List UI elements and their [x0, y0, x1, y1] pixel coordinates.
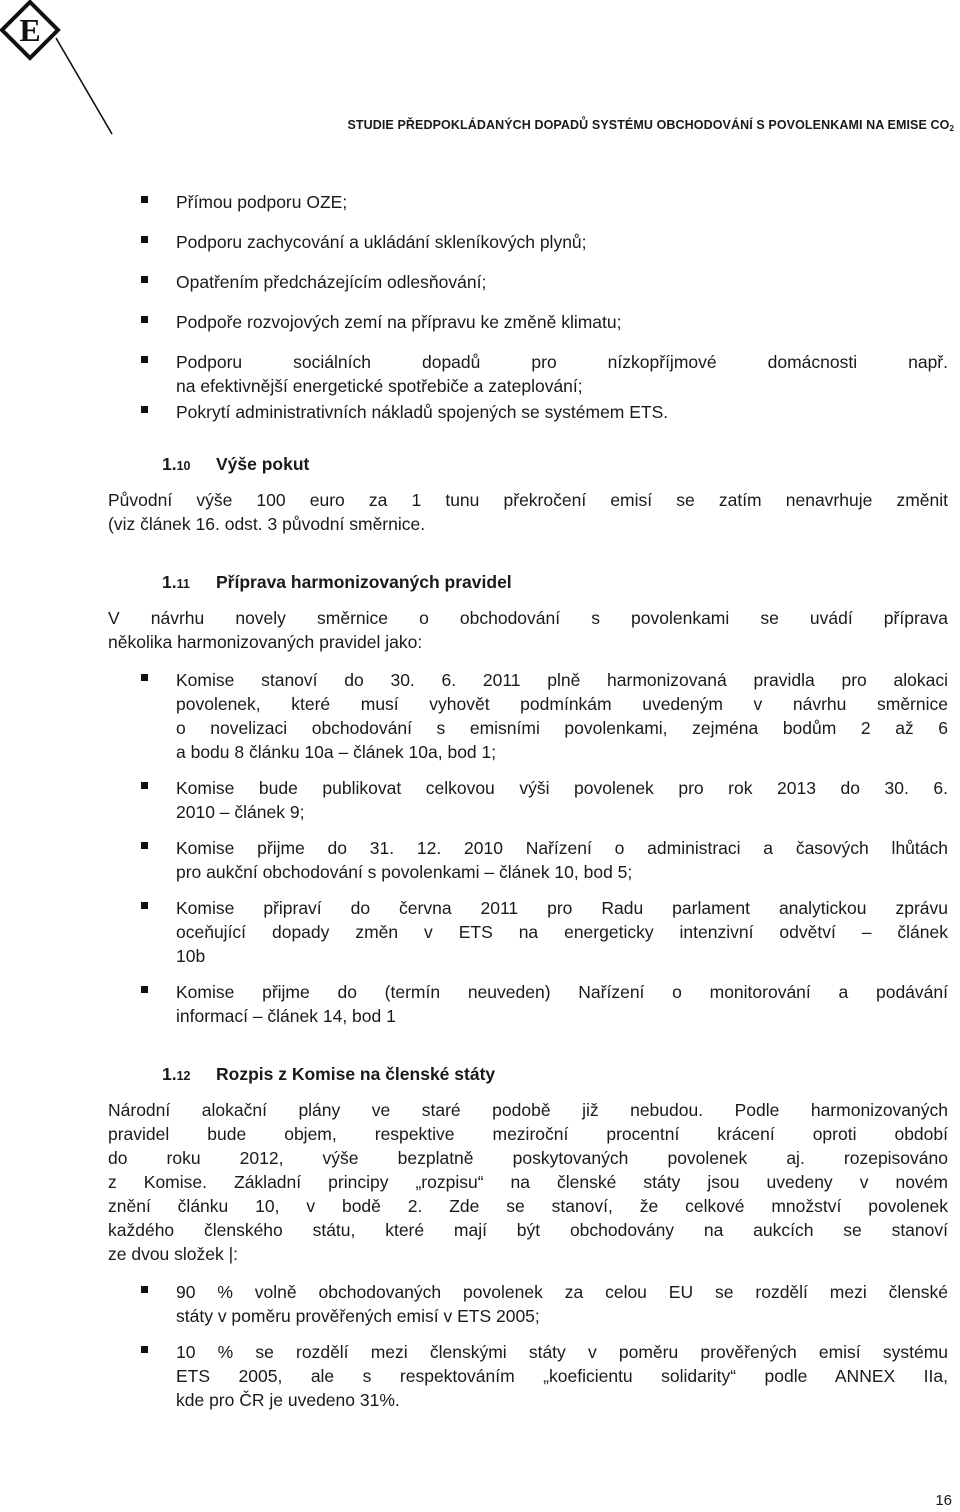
paragraph-line: znění článku 10, v bodě 2. Zde se stanoví, že celkové množství povolenek [108, 1196, 948, 1216]
bullet-marker [141, 236, 148, 243]
list-item-line: informací – článek 14, bod 1 [176, 1006, 396, 1026]
section-heading-1-10: 1.10 Výše pokut [162, 454, 310, 474]
list-item-line: pro aukční obchodování s povolenkami – článek 10, bod 5; [176, 862, 633, 882]
section-heading-1-12: 1.12 Rozpis z Komise na členské státy [162, 1064, 496, 1084]
bullet-marker [141, 902, 148, 909]
paragraph-line: Původní výše 100 euro za 1 tunu překročení emisí se zatím nenavrhuje změnit [108, 490, 948, 510]
list-item-line: Komise stanoví do 30. 6. 2011 plně harmonizovaná pravidla pro alokaci [176, 670, 948, 690]
list-item-line: Komise připraví do června 2011 pro Radu parlament analytickou zprávu [176, 898, 948, 918]
list-item-line: Podporu sociálních dopadů pro nízkopříjmové domácnosti např. [176, 352, 948, 372]
list-item: Opatřením předcházejícím odlesňování; [176, 272, 487, 292]
paragraph-line: ze dvou složek |: [108, 1244, 239, 1264]
bullet-marker [141, 196, 148, 203]
list-item: Podporu zachycování a ukládání skleníkových plynů; [176, 232, 587, 252]
bullet-marker [141, 316, 148, 323]
paragraph-line: V návrhu novely směrnice o obchodování s povolenkami se uvádí příprava [108, 608, 948, 628]
logo-letter: E [19, 12, 41, 48]
document-header-title: STUDIE PŘEDPOKLÁDANÝCH DOPADŮ SYSTÉMU OBCHODOVÁNÍ S POVOLENKAMI NA EMISE $CO_2$ [347, 118, 954, 133]
paragraph-line: několika harmonizovaných pravidel jako: [108, 632, 423, 652]
list-item-line: na efektivnější energetické spotřebiče a zateplování; [176, 376, 583, 396]
bullet-marker [141, 406, 148, 413]
bullet-marker [141, 1346, 148, 1353]
list-item-line: státy v poměru prověřených emisí v ETS 2005; [176, 1306, 540, 1326]
list-item: Pokrytí administrativních nákladů spojených se systémem ETS. [176, 402, 669, 422]
paragraph-line: každého členského státu, které mají být obchodovány na aukcích se stanoví [108, 1220, 948, 1240]
list-item-line: kde pro ČR je uvedeno 31%. [176, 1390, 400, 1410]
list-item-line: oceňující dopady změn v ETS na energeticky intenzivní odvětví – článek [176, 922, 948, 942]
list-item-line: povolenek, které musí vyhovět podmínkám uvedeným v návrhu směrnice [176, 694, 948, 714]
paragraph-line: pravidel bude objem, respektive meziroční procentní krácení oproti období [108, 1124, 948, 1144]
bullet-marker [141, 276, 148, 283]
section-heading-1-11: 1.11 Příprava harmonizovaných pravidel [162, 572, 512, 592]
publisher-logo-icon [0, 0, 120, 140]
bullet-marker [141, 842, 148, 849]
list-item-line: 2010 – článek 9; [176, 802, 305, 822]
paragraph-line: (viz článek 16. odst. 3 původní směrnice. [108, 514, 426, 534]
paragraph-line: Národní alokační plány ve staré podobě již nebudou. Podle harmonizovaných [108, 1100, 948, 1120]
list-item-line: Komise přijme do (termín neuveden) Nařízení o monitorování a podávání [176, 982, 948, 1002]
paragraph-line: do roku 2012, výše bezplatně poskytovaných povolenek aj. rozepisováno [108, 1148, 948, 1168]
list-item-line: a bodu 8 článku 10a – článek 10a, bod 1; [176, 742, 497, 762]
list-item: Podpoře rozvojových zemí na přípravu ke změně klimatu; [176, 312, 622, 332]
bullet-marker [141, 1286, 148, 1293]
bullet-marker [141, 986, 148, 993]
list-item-line: Komise přijme do 31. 12. 2010 Nařízení o administraci a časových lhůtách [176, 838, 948, 858]
list-item-line: 10b [176, 946, 206, 966]
list-item-line: 10 % se rozdělí mezi členskými státy v poměru prověřených emisí systému [176, 1342, 948, 1362]
page-number: 16 [935, 1492, 952, 1509]
list-item-line: Komise bude publikovat celkovou výši povolenek pro rok 2013 do 30. 6. [176, 778, 948, 798]
list-item-line: ETS 2005, ale s respektováním „koeficientu solidarity“ podle ANNEX IIa, [176, 1366, 948, 1386]
list-item-line: 90 % volně obchodovaných povolenek za celou EU se rozdělí mezi členské [176, 1282, 948, 1302]
bullet-marker [141, 356, 148, 363]
list-item-line: o novelizaci obchodování s emisními povolenkami, zejména bodům 2 až 6 [176, 718, 948, 738]
list-item: Přímou podporu OZE; [176, 192, 348, 212]
bullet-marker [141, 782, 148, 789]
paragraph-line: z Komise. Základní principy „rozpisu“ na členské státy jsou uvedeny v novém [108, 1172, 948, 1192]
bullet-marker [141, 674, 148, 681]
